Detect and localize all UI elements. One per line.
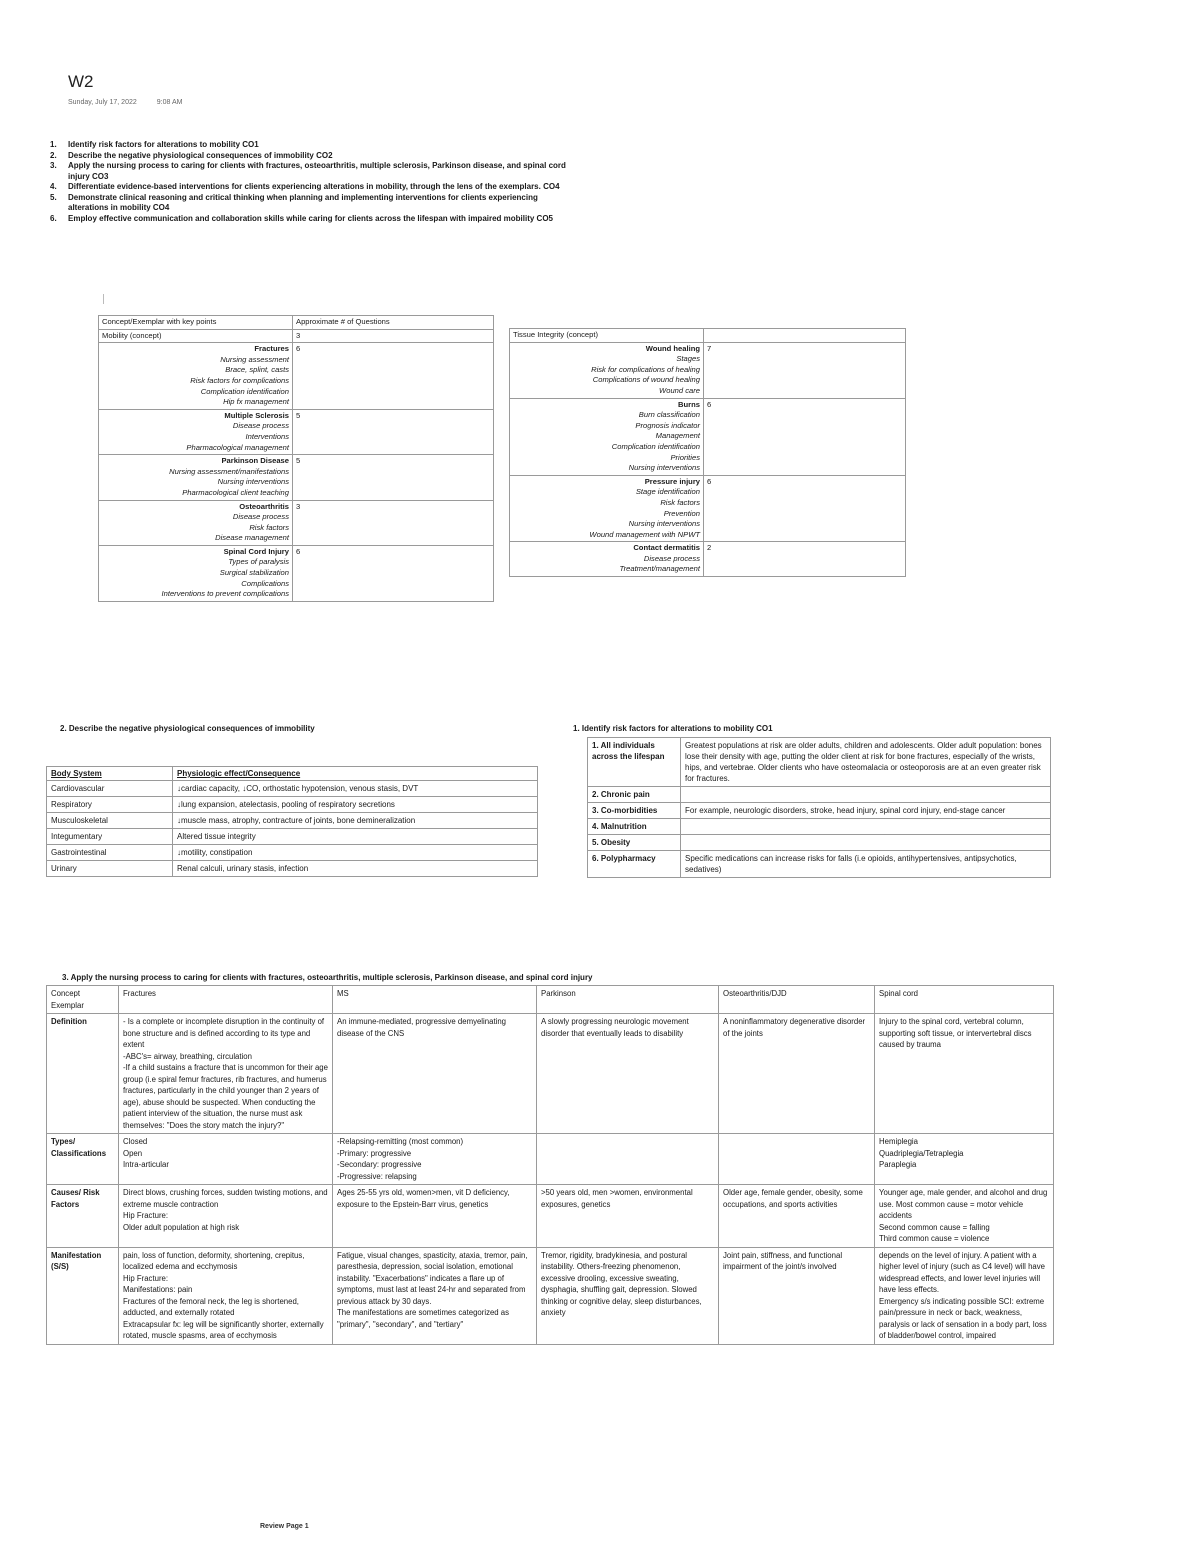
physiologic-effect: Renal calculi, urinary stasis, infection (173, 861, 538, 877)
row-category (47, 1134, 119, 1185)
key-point: Nursing assessment/manifestations (169, 466, 289, 476)
objective-text: Employ effective communication and collaboration skills while caring for clients across the lifespan with impaired mobility CO5 (68, 213, 554, 223)
key-point: Wound management with NPWT (589, 529, 700, 539)
objective-item (50, 140, 570, 151)
objective-text: Differentiate evidence-based interventions for clients experiencing alterations in mobility, through the lens of the exemplars. CO4 (68, 182, 560, 191)
objective-number: 6. (50, 213, 57, 223)
key-point: Risk factors for complications (190, 375, 289, 385)
key-point: Complication identification (611, 441, 700, 451)
key-point: Treatment/management (619, 564, 700, 574)
exemplar-group-cell (510, 398, 704, 475)
risk-factor-name: 3. Co-morbidities (588, 803, 681, 819)
objective-number: 5. (50, 192, 57, 202)
risk-factor-row (588, 803, 1051, 819)
exemplar-group-cell (99, 343, 293, 410)
objective-text: Apply the nursing process to caring for clients with fractures, osteoarthritis, multiple sclerosis, Parkinson disease, and spinal cord injury CO3 (68, 161, 566, 181)
cell-text: Younger age, male gender, and alcohol and drug use. Most common cause = motor vehicle accidents Second common cause = falling Third common cause = violence (879, 1188, 1048, 1243)
concept-table-mobility-row (99, 329, 494, 343)
exemplar-detail (333, 1014, 537, 1134)
risk-factor-detail: Specific medications can increase risks for falls (i.e opioids, antihypertensives, antipsychotics, sedatives) (681, 851, 1051, 878)
body-system-name: Urinary (47, 861, 173, 877)
exemplar-name: Pressure injury (644, 476, 700, 486)
exemplar-group-row (99, 500, 494, 545)
body-system-row (47, 845, 538, 861)
objective-number: 4. (50, 182, 57, 191)
key-point: Prognosis indicator (635, 420, 700, 430)
cell-text: Joint pain, stiffness, and functional impairment of the joint/s involved (723, 1250, 843, 1271)
key-point: Risk for complications of healing (591, 364, 700, 374)
tissue-table-header: Tissue Integrity (concept) (510, 329, 704, 343)
mobility-concept-count: 3 (293, 329, 494, 343)
cell-text: - Is a complete or incomplete disruption in the continuity of bone structure and is defined according to its type and extent -ABC's= airway, breathing, circulation -If a child sustains a fracture that is uncommon for their age group (i.e spiral femur fractures, rib fractures, and humerus fractures, particularly in the child younger than 2 years of age), abuse should be suspected. When conducting the patient interview of the situation, the nurse must ask themselves: "Does the story match the injury?" (123, 1017, 328, 1130)
key-point: Nursing interventions (217, 477, 289, 487)
objective-item (50, 193, 570, 214)
exemplar-detail (333, 1247, 537, 1344)
risk-factor-detail (681, 787, 1051, 803)
risk-factor-row (588, 787, 1051, 803)
cell-text: >50 years old, men >women, environmental exposures, genetics (541, 1188, 693, 1209)
question-count: 5 (293, 455, 494, 500)
exemplar-name: Contact dermatitis (633, 543, 700, 553)
risk-factor-detail: For example, neurologic disorders, stroke, head injury, spinal cord injury, end-stage cancer (681, 803, 1051, 819)
exemplar-detail (537, 1185, 719, 1248)
cell-text: -Relapsing-remitting (most common) -Primary: progressive -Secondary: progressive -Progressive: relapsing (337, 1137, 464, 1181)
page-time: 9:08 AM (156, 99, 183, 106)
exemplar-group-cell (99, 500, 293, 545)
risk-factor-row (588, 851, 1051, 878)
cell-text: Older age, female gender, obesity, some occupations, and sports activities (723, 1188, 863, 1209)
objective-text: Identify risk factors for alterations to mobility CO1 (68, 140, 259, 149)
concept-exemplar-table (98, 315, 494, 602)
exemplar-group-row (99, 545, 494, 601)
exemplar-detail (119, 1014, 333, 1134)
row-category (47, 1247, 119, 1344)
cell-text: Tremor, rigidity, bradykinesia, and postural instability. Others-freezing phenomenon, excessive drooling, excessive sweating, dysphagia, shuffling gait, depression. Slowed thinking or cognitive delay, sleep disturbances, anxiety (541, 1250, 702, 1317)
body-system-name: Musculoskeletal (47, 813, 173, 829)
physiologic-effect: ↓muscle mass, atrophy, contracture of joints, bone demineralization (173, 813, 538, 829)
key-point: Wound care (659, 385, 700, 395)
section3-heading: 3. Apply the nursing process to caring for clients with fractures, osteoarthritis, multiple sclerosis, Parkinson disease, and spinal cord injury (62, 973, 593, 982)
body-system-row (47, 861, 538, 877)
exemplar-group-row (510, 542, 906, 577)
text-cursor (103, 294, 104, 304)
exemplar-detail (719, 1185, 875, 1248)
key-point: Nursing interventions (628, 463, 700, 473)
nursing-process-row (47, 1247, 1054, 1344)
cell-text: Direct blows, crushing forces, sudden twisting motions, and extreme muscle contraction Hip Fracture: Older adult population at high risk (123, 1188, 328, 1232)
exemplar-name: Osteoarthritis (239, 501, 289, 511)
cell-text: Ages 25-55 yrs old, women>men, vit D deficiency, exposure to the Epstein-Barr virus, genetics (337, 1188, 510, 1209)
risk-factor-row (588, 835, 1051, 851)
exemplar-detail (719, 1134, 875, 1185)
exemplar-detail (119, 1134, 333, 1185)
key-point: Complications (241, 578, 289, 588)
body-system-header-row (47, 767, 538, 781)
exemplar-group-cell (510, 542, 704, 577)
page-footer: Review Page 1 (260, 1523, 309, 1530)
risk-factors-table (587, 737, 1051, 878)
body-system-row (47, 829, 538, 845)
section1-heading: 1. Identify risk factors for alterations to mobility CO1 (573, 724, 773, 733)
tissue-integrity-table (509, 328, 906, 577)
cell-text: A slowly progressing neurologic movement disorder that eventually leads to disability (541, 1017, 689, 1038)
exemplar-group-row (99, 343, 494, 410)
page-date: Sunday, July 17, 2022 (68, 99, 137, 106)
objective-number: 1. (50, 140, 57, 149)
cell-text: Closed Open Intra-articular (123, 1137, 169, 1169)
body-system-name: Respiratory (47, 797, 173, 813)
exemplar-detail (719, 1247, 875, 1344)
concept-table-header-count: Approximate # of Questions (293, 316, 494, 330)
exemplar-group-row (510, 398, 906, 475)
exemplar-detail (119, 1185, 333, 1248)
key-point: Risk factors (660, 497, 700, 507)
nursing-process-row (47, 1134, 1054, 1185)
exemplar-detail (719, 1014, 875, 1134)
risk-factor-name: 1. All individuals across the lifespan (588, 738, 681, 787)
cell-text: Hemiplegia Quadriplegia/Tetraplegia Paraplegia (879, 1137, 964, 1169)
body-system-header: Body System (47, 767, 173, 781)
nursing-process-clip (46, 985, 1054, 1482)
body-system-name: Integumentary (47, 829, 173, 845)
body-system-row (47, 813, 538, 829)
exemplar-name: Multiple Sclerosis (224, 410, 289, 420)
exemplar-name: Burns (678, 399, 700, 409)
key-point: Brace, splint, casts (225, 365, 289, 375)
exemplar-detail (875, 1014, 1054, 1134)
nursing-process-header: Parkinson (537, 986, 719, 1014)
exemplar-detail (537, 1247, 719, 1344)
nursing-process-header-row (47, 986, 1054, 1014)
cell-text: Types/ Classifications (51, 1137, 107, 1158)
key-point: Management (655, 431, 700, 441)
exemplar-detail (875, 1247, 1054, 1344)
page-title: W2 (68, 72, 94, 91)
exemplar-detail (333, 1134, 537, 1185)
key-point: Stages (676, 354, 700, 364)
key-point: Interventions to prevent complications (161, 589, 289, 599)
key-point: Nursing interventions (628, 519, 700, 529)
nursing-process-table (46, 985, 1054, 1345)
exemplar-detail (537, 1014, 719, 1134)
exemplar-group-cell (510, 475, 704, 542)
key-point: Hip fx management (223, 397, 289, 407)
exemplar-group-row (510, 475, 906, 542)
physiologic-effect: Altered tissue integrity (173, 829, 538, 845)
tissue-table-header-empty (704, 329, 906, 343)
key-point: Priorities (670, 452, 700, 462)
objective-number: 2. (50, 150, 57, 160)
risk-factor-name: 6. Polypharmacy (588, 851, 681, 878)
nursing-process-header: Concept Exemplar (47, 986, 119, 1014)
objectives-list (50, 140, 570, 224)
key-point: Disease process (232, 512, 289, 522)
section2-heading: 2. Describe the negative physiological consequences of immobility (60, 724, 315, 733)
key-point: Disease process (232, 421, 289, 431)
question-count: 5 (293, 409, 494, 454)
objective-item (50, 161, 570, 182)
physiologic-effect: ↓motility, constipation (173, 845, 538, 861)
question-count: 2 (704, 542, 906, 577)
physiologic-effect-header: Physiologic effect/Consequence (173, 767, 538, 781)
cell-text: Injury to the spinal cord, vertebral column, supporting soft tissue, or intervertebral discs caused by trauma (879, 1017, 1032, 1049)
exemplar-group-cell (510, 342, 704, 398)
body-system-name: Cardiovascular (47, 781, 173, 797)
key-point: Pharmacological management (186, 442, 289, 452)
key-point: Disease management (215, 533, 289, 543)
exemplar-detail (119, 1247, 333, 1344)
key-point: Complication identification (200, 386, 289, 396)
body-system-table (46, 766, 538, 877)
risk-factor-name: 5. Obesity (588, 835, 681, 851)
key-point: Burn classification (638, 410, 700, 420)
nursing-process-header: Spinal cord (875, 986, 1054, 1014)
question-count: 3 (293, 500, 494, 545)
nursing-process-header: MS (333, 986, 537, 1014)
key-point: Interventions (245, 431, 289, 441)
exemplar-detail (333, 1185, 537, 1248)
key-point: Pharmacological client teaching (182, 487, 289, 497)
exemplar-name: Wound healing (645, 343, 700, 353)
nursing-process-header: Fractures (119, 986, 333, 1014)
exemplar-detail (875, 1134, 1054, 1185)
nursing-process-header: Osteoarthritis/DJD (719, 986, 875, 1014)
cell-text: Causes/ Risk Factors (51, 1188, 100, 1209)
body-system-name: Gastrointestinal (47, 845, 173, 861)
cell-text: Manifestation (S/S) (51, 1250, 102, 1271)
key-point: Disease process (643, 553, 700, 563)
risk-factor-detail (681, 835, 1051, 851)
risk-factor-detail: Greatest populations at risk are older adults, children and adolescents. Older adult population: bones lose their density with age, putting the older client at risk for bone fractures, especially of the wrists, hips, and vertebrae. Older clients who have osteomalacia or osteoporosis are at an even greater risk for fractures. (681, 738, 1051, 787)
row-category (47, 1185, 119, 1248)
risk-factor-row (588, 819, 1051, 835)
cell-text: depends on the level of injury. A patient with a higher level of injury (such as C4 level) will have widespread effects, and lower level injuries will have less effects. Emergency s/s indicating possible SCI: extreme pain/pressure in neck or back, weakness, paralysis or lack of sensation in a body part, loss of bladder/bowel control, impaired (879, 1250, 1047, 1340)
question-count: 6 (293, 343, 494, 410)
key-point: Complications of wound healing (592, 375, 700, 385)
body-system-row (47, 781, 538, 797)
cell-text: Fatigue, visual changes, spasticity, ataxia, tremor, pain, paresthesia, depression, social isolation, emotional instability. "Exacerbations" indicates a flare up of symptoms, must last at least 24-hr and separated from previous attack by 30 days. The manifestations are sometimes categorized as "primary", "secondary", and "tertiary" (337, 1250, 528, 1329)
risk-factor-name: 2. Chronic pain (588, 787, 681, 803)
question-count: 6 (704, 398, 906, 475)
cell-text: A noninflammatory degenerative disorder of the joints (723, 1017, 866, 1038)
nursing-process-row (47, 1185, 1054, 1248)
page-datetime (68, 99, 202, 106)
objective-number: 3. (50, 161, 57, 170)
row-category (47, 1014, 119, 1134)
key-point: Types of paralysis (228, 557, 289, 567)
question-count: 6 (293, 545, 494, 601)
objective-item (50, 151, 570, 162)
key-point: Nursing assessment (220, 354, 289, 364)
risk-factor-row (588, 738, 1051, 787)
risk-factor-name: 4. Malnutrition (588, 819, 681, 835)
cell-text: pain, loss of function, deformity, shortening, crepitus, localized edema and ecchymosis Hip Fracture: Manifestations: pain Fractures of the femoral neck, the leg is shortened, adducted, and externally rotated Extracapsular fx: leg will be significantly shorter, externally rotated, muscle spasms, area of ecchymosis (123, 1250, 324, 1340)
exemplar-detail (537, 1134, 719, 1185)
exemplar-group-cell (99, 545, 293, 601)
concept-table-header-row (99, 316, 494, 330)
exemplar-name: Fractures (254, 344, 289, 354)
key-point: Surgical stabilization (219, 568, 289, 578)
exemplar-group-row (99, 409, 494, 454)
physiologic-effect: ↓cardiac capacity, ↓CO, orthostatic hypotension, venous stasis, DVT (173, 781, 538, 797)
exemplar-name: Spinal Cord Injury (223, 546, 289, 556)
key-point: Risk factors (249, 522, 289, 532)
risk-factor-detail (681, 819, 1051, 835)
exemplar-group-cell (99, 409, 293, 454)
concept-table-header-concept: Concept/Exemplar with key points (99, 316, 293, 330)
exemplar-detail (875, 1185, 1054, 1248)
objective-item (50, 182, 570, 193)
body-system-row (47, 797, 538, 813)
key-point: Stage identification (635, 487, 700, 497)
question-count: 7 (704, 342, 906, 398)
tissue-table-header-row (510, 329, 906, 343)
physiologic-effect: ↓lung expansion, atelectasis, pooling of respiratory secretions (173, 797, 538, 813)
nursing-process-row (47, 1014, 1054, 1134)
cell-text: Definition (51, 1017, 87, 1026)
exemplar-group-cell (99, 455, 293, 500)
objective-text: Describe the negative physiological consequences of immobility CO2 (68, 150, 333, 160)
objective-item (50, 214, 570, 225)
exemplar-name: Parkinson Disease (221, 456, 289, 466)
exemplar-group-row (99, 455, 494, 500)
objective-text: Demonstrate clinical reasoning and critical thinking when planning and implementing interventions for clients experiencing alterations in mobility CO4 (68, 192, 538, 212)
key-point: Prevention (663, 508, 700, 518)
exemplar-group-row (510, 342, 906, 398)
cell-text: An immune-mediated, progressive demyelinating disease of the CNS (337, 1017, 507, 1038)
mobility-concept-label: Mobility (concept) (99, 329, 293, 343)
question-count: 6 (704, 475, 906, 542)
